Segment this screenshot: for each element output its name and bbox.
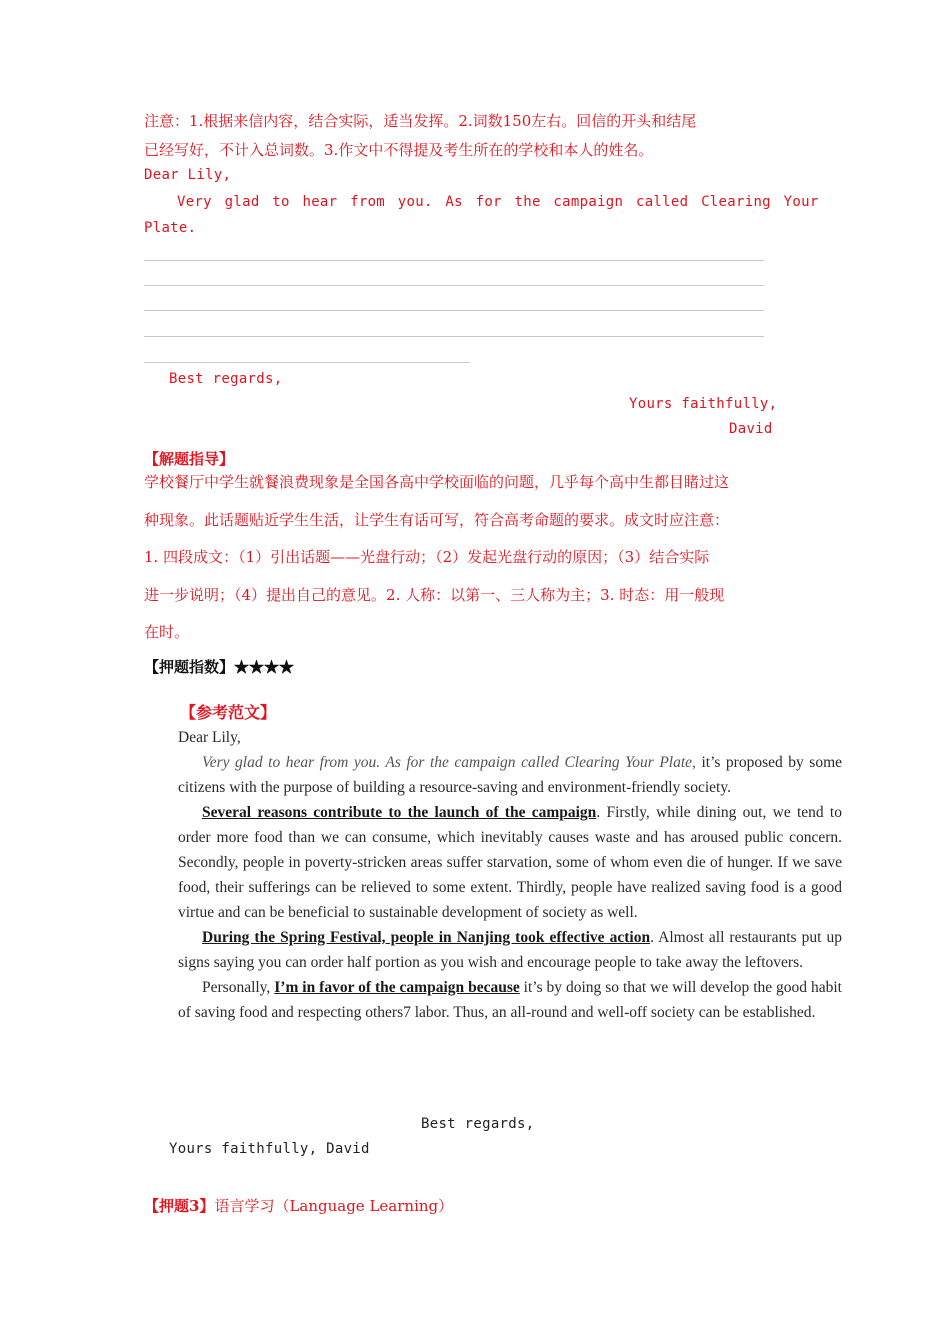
- guide-line: 进一步说明；（4）提出自己的意见。2. 人称：以第一、三人称为主；3. 时态：用一般现: [144, 585, 725, 604]
- sample-paragraph-4: [178, 975, 842, 1025]
- sample-p1-rest: it’s proposed by some citizens with the purpose of building a resource-saving and environment-friendly society.: [178, 754, 842, 796]
- sample-p2-underline: Several reasons contribute to the launch of the campaign: [202, 804, 597, 821]
- letter-opening-line-1: Very glad to hear from you. As for the campaign called Clearing Your: [177, 194, 819, 210]
- index-label: 【押题指数】: [144, 658, 235, 676]
- sample-essay: [178, 700, 842, 1025]
- writing-line: [144, 310, 764, 311]
- sample-closing: Best regards,: [421, 1116, 535, 1132]
- sample-salutation: Dear Lily,: [178, 729, 241, 746]
- sample-p1-italic: Very glad to hear from you. As for the campaign called Clearing Your Plate,: [202, 754, 696, 771]
- next-section-heading: [144, 1195, 453, 1216]
- letter-opening-line-2: Plate.: [144, 220, 197, 236]
- sample-p3-underline: During the Spring Festival, people in Nanjing took effective action: [202, 929, 651, 946]
- notice-line-2: 已经写好，不计入总词数。3.作文中不得提及考生所在的学校和本人的姓名。: [144, 141, 654, 159]
- sample-paragraph-2: [178, 800, 842, 925]
- writing-line: [144, 260, 764, 261]
- sample-p4-rest: it’s by doing so that we will develop the good habit of saving food and respecting others7 labor. Thus, an all-round and well-off society can be established.: [178, 979, 842, 1021]
- guide-line: 1. 四段成文：（1）引出话题——光盘行动；（2）发起光盘行动的原因；（3）结合实际: [144, 548, 710, 566]
- guide-line: 种现象。此话题贴近学生生活，让学生有话可写，符合高考命题的要求。成文时应注意：: [144, 510, 730, 529]
- next-section-label: 【押题3】: [144, 1197, 215, 1215]
- guide-body: [144, 464, 814, 652]
- sample-p4-start: Personally,: [202, 979, 275, 996]
- letter-closing: Best regards,: [169, 371, 283, 387]
- next-section-title: 语言学习（Language Learning）: [214, 1197, 454, 1215]
- sample-p3-rest: . Almost all restaurants put up signs saying you can order half portion as you wish and encourage people to take away the leftovers.: [178, 929, 842, 971]
- writing-line: [144, 362, 470, 363]
- sample-p4-underline: I’m in favor of the campaign because: [274, 979, 520, 996]
- guide-heading: 【解题指导】: [144, 450, 235, 468]
- sample-p2-rest: . Firstly, while dining out, we tend to order more food than we can consume, which inevitably causes waste and has aroused public concern. Secondly, people in poverty-stricken areas suffer starvation, some of whom even die of hunger. If we save food, their sufferings can be relieved to some extent. Thirdly, people have realized saving food is a good virtue and can be beneficial to sustainable development of society as well.: [178, 804, 842, 921]
- star-rating-icon: ★★★★: [234, 658, 295, 676]
- guide-line: 学校餐厅中学生就餐浪费现象是全国各高中学校面临的问题，几乎每个高中生都目睹过这: [144, 473, 730, 491]
- letter-name: David: [729, 421, 773, 437]
- guide-line: 在时。: [144, 623, 190, 641]
- sample-paragraph-1: [178, 750, 842, 800]
- writing-line: [144, 285, 764, 286]
- notice-line-1: 注意：1.根据来信内容，结合实际，适当发挥。2.词数150左右。回信的开头和结尾: [144, 112, 697, 130]
- sample-paragraph-3: [178, 925, 842, 975]
- letter-signoff: Yours faithfully,: [629, 396, 778, 412]
- letter-salutation: Dear Lily,: [144, 167, 232, 183]
- index-row: [144, 656, 294, 677]
- sample-heading: 【参考范文】: [180, 703, 277, 722]
- sample-signoff: Yours faithfully, David: [169, 1141, 370, 1157]
- writing-line: [144, 336, 764, 337]
